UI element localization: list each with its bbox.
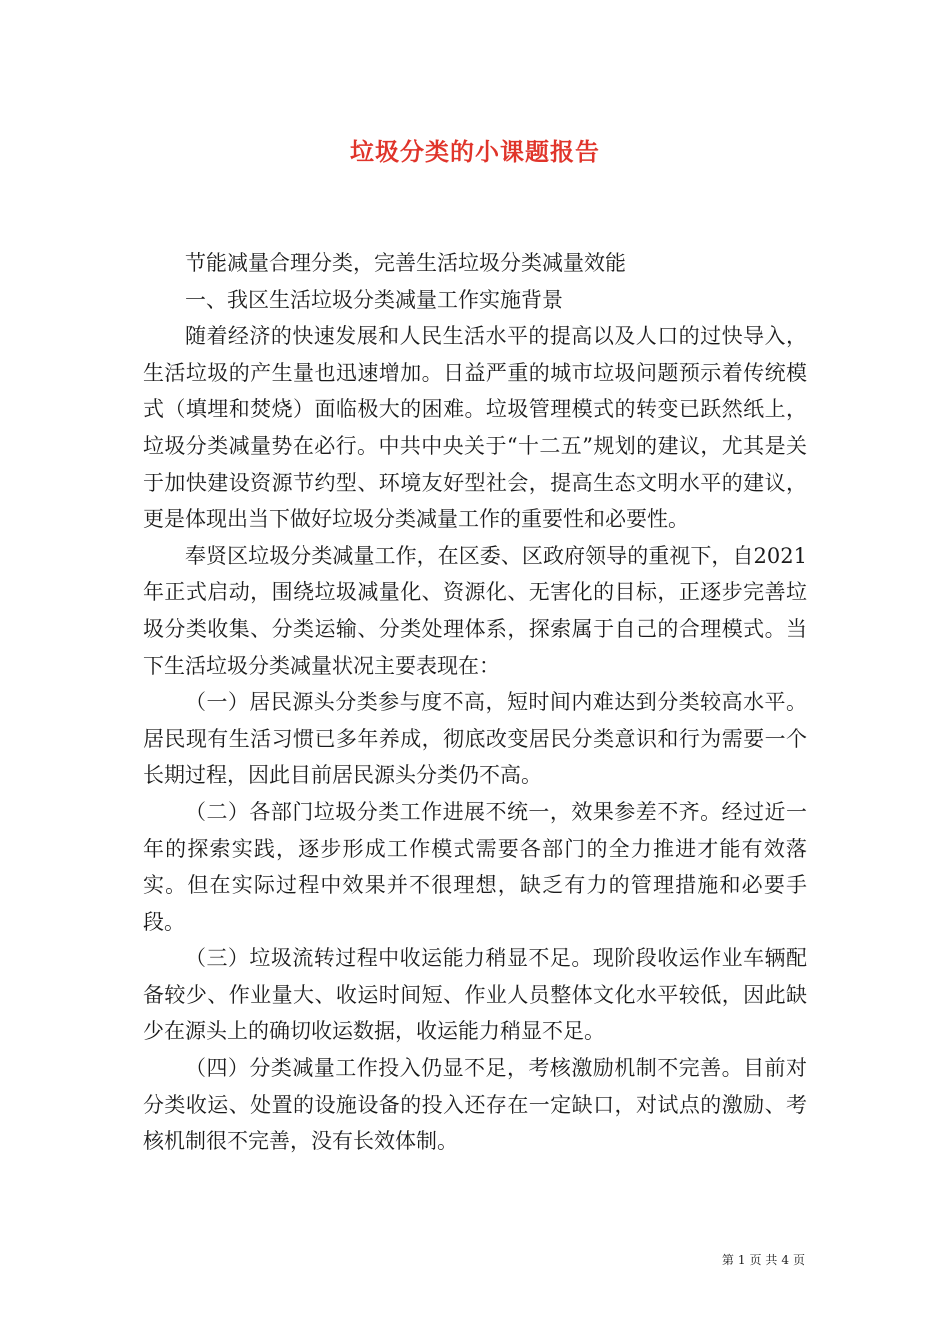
footer-current-page: 1	[737, 1253, 746, 1267]
footer-middle: 页 共	[749, 1253, 778, 1267]
paragraph-point-4: （四）分类减量工作投入仍显不足，考核激励机制不完善。目前对分类收运、处置的设施设备的投入还存在一定缺口，对试点的激励、考核机制很不完善，没有长效体制。	[143, 1056, 807, 1154]
paragraph-point-3: （三）垃圾流转过程中收运能力稍显不足。现阶段收运作业车辆配备较少、作业量大、收运时间短、作业人员整体文化水平较低，因此缺少在源头上的确切收运数据，收运能力稍显不足。	[143, 946, 807, 1044]
paragraph-background: 随着经济的快速发展和人民生活水平的提高以及人口的过快导入，生活垃圾的产生量也迅速增加。日益严重的城市垃圾问题预示着传统模式（填埋和焚烧）面临极大的困难。垃圾管理模式的转变已跃然纸上，垃圾分类减量势在必行。中共中央关于“十二五”规划的建议，尤其是关于加快建设资源节约型、环境友好型社会，提高生态文明水平的建议，更是体现出当下做好垃圾分类减量工作的重要性和必要性。	[143, 324, 807, 532]
page-number-footer	[720, 1251, 807, 1268]
paragraph-subtitle: 节能减量合理分类，完善生活垃圾分类减量效能	[185, 251, 626, 275]
footer-prefix: 第	[721, 1253, 734, 1267]
paragraph-fengxian: 奉贤区垃圾分类减量工作，在区委、区政府领导的重视下，自2021年正式启动，围绕垃圾减量化、资源化、无害化的目标，正逐步完善垃圾分类收集、分类运输、分类处理体系，探索属于自己的合理模式。当下生活垃圾分类减量状况主要表现在：	[143, 543, 807, 678]
document-body	[143, 245, 807, 1160]
section-heading: 一、我区生活垃圾分类减量工作实施背景	[185, 287, 563, 312]
footer-suffix: 页	[792, 1253, 805, 1267]
document-title: 垃圾分类的小课题报告	[350, 137, 600, 166]
footer-total-pages: 4	[781, 1253, 789, 1267]
paragraph-point-1: （一）居民源头分类参与度不高，短时间内难达到分类较高水平。居民现有生活习惯已多年养成，彻底改变居民分类意识和行为需要一个长期过程，因此目前居民源头分类仍不高。	[143, 690, 807, 788]
paragraph-point-2: （二）各部门垃圾分类工作进展不统一，效果参差不齐。经过近一年的探索实践，逐步形成工作模式需要各部门的全力推进才能有效落实。但在实际过程中效果并不很理想，缺乏有力的管理措施和必要手段。	[143, 799, 807, 934]
